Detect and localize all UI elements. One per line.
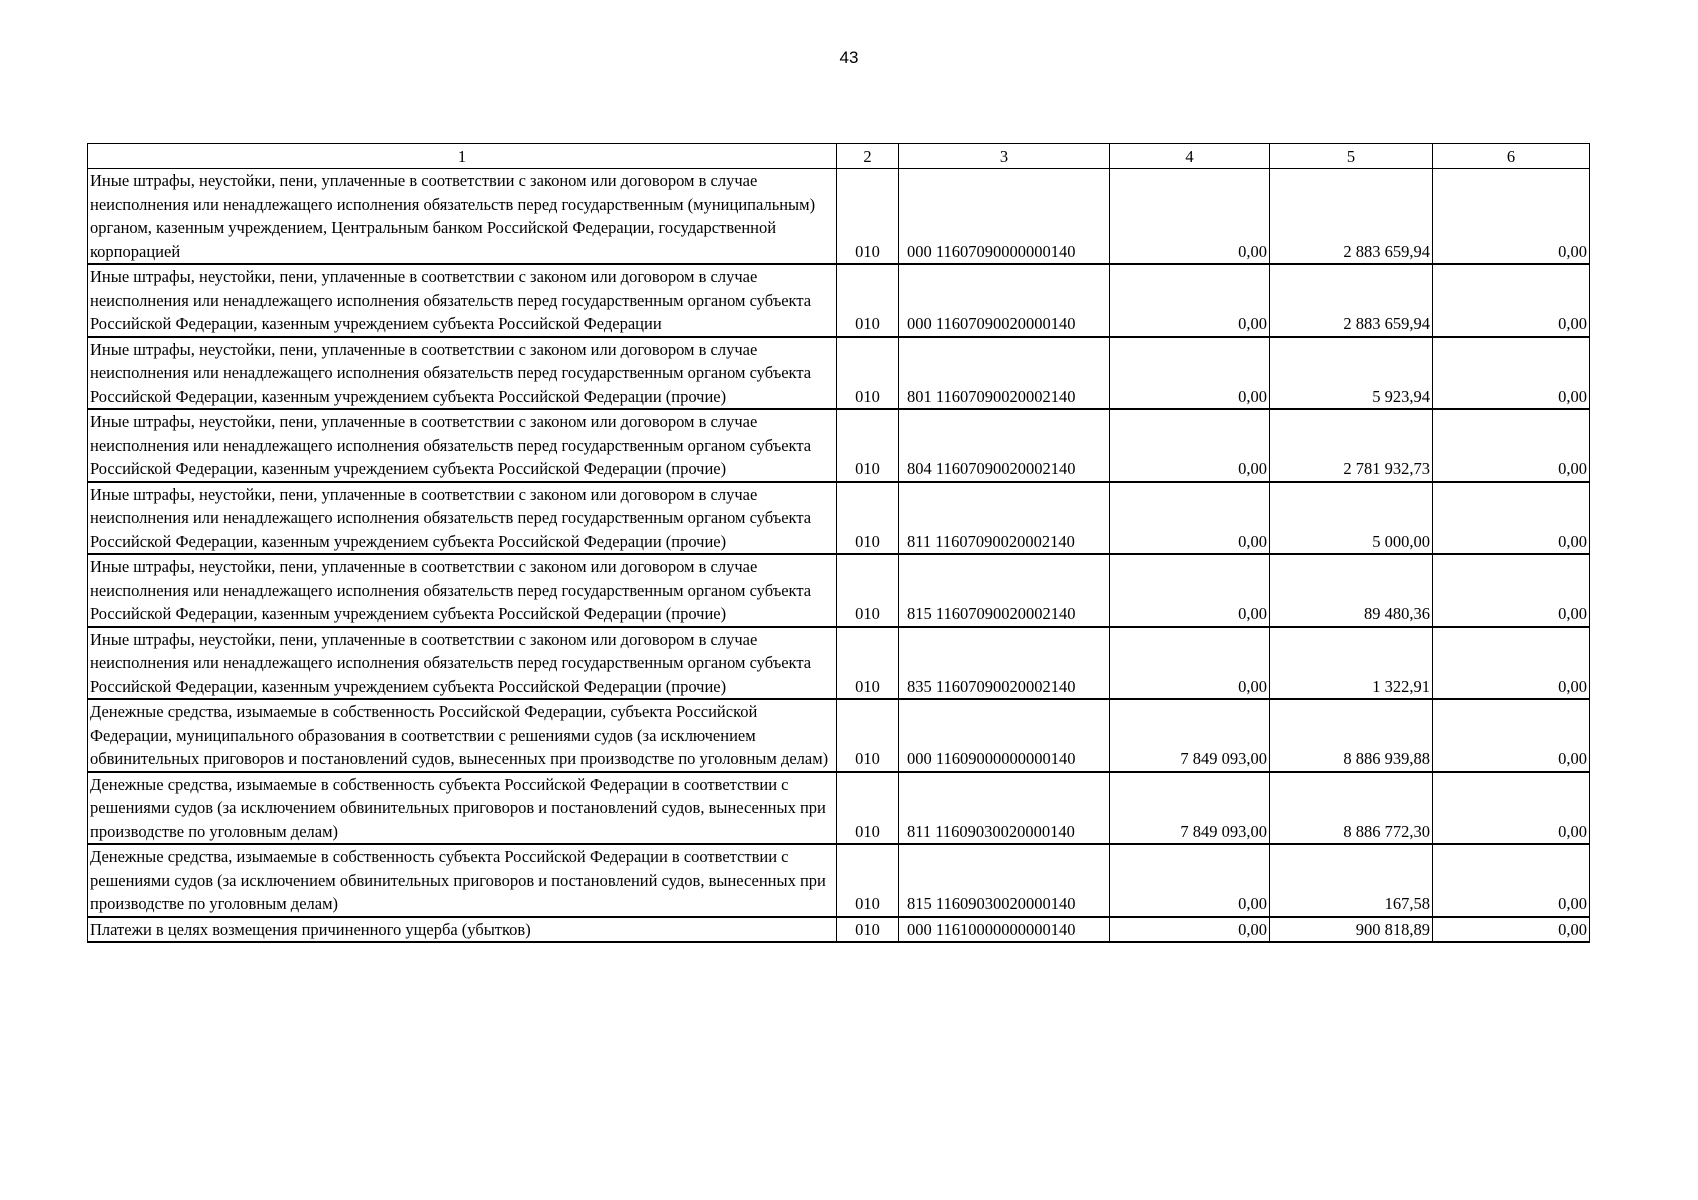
row-value-col6: 0,00 xyxy=(1433,409,1590,482)
row-income-code: 000 11609000000000140 xyxy=(899,699,1110,772)
row-line-code: 010 xyxy=(837,554,899,627)
table-row xyxy=(88,627,1590,700)
row-value-col4: 0,00 xyxy=(1110,337,1270,410)
row-value-col5: 2 883 659,94 xyxy=(1270,169,1433,265)
row-value-col4: 0,00 xyxy=(1110,482,1270,555)
row-line-code: 010 xyxy=(837,627,899,700)
row-value-col5: 5 923,94 xyxy=(1270,337,1433,410)
row-value-col5: 2 781 932,73 xyxy=(1270,409,1433,482)
row-line-code: 010 xyxy=(837,264,899,337)
row-value-col4: 0,00 xyxy=(1110,917,1270,943)
table-row xyxy=(88,699,1590,772)
report-table xyxy=(87,143,1590,943)
row-value-col5: 1 322,91 xyxy=(1270,627,1433,700)
row-income-code: 815 11609030020000140 xyxy=(899,844,1110,917)
row-income-code: 000 11607090000000140 xyxy=(899,169,1110,265)
row-value-col5: 89 480,36 xyxy=(1270,554,1433,627)
row-income-code: 801 11607090020002140 xyxy=(899,337,1110,410)
row-value-col6: 0,00 xyxy=(1433,482,1590,555)
row-line-code: 010 xyxy=(837,337,899,410)
column-number-1: 1 xyxy=(88,144,837,169)
row-value-col5: 900 818,89 xyxy=(1270,917,1433,943)
row-name: Иные штрафы, неустойки, пени, уплаченные в соответствии с законом или договором в случае неисполнения или ненадлежащего исполнения обязательств перед государственным органом субъекта Российской Федерации, казенным учреждением субъекта Российской Федерации (прочие) xyxy=(88,337,837,410)
row-income-code: 811 11607090020002140 xyxy=(899,482,1110,555)
row-value-col4: 7 849 093,00 xyxy=(1110,699,1270,772)
row-value-col4: 0,00 xyxy=(1110,169,1270,265)
row-value-col6: 0,00 xyxy=(1433,772,1590,845)
row-income-code: 000 11610000000000140 xyxy=(899,917,1110,943)
row-value-col6: 0,00 xyxy=(1433,627,1590,700)
row-line-code: 010 xyxy=(837,844,899,917)
row-name: Денежные средства, изымаемые в собственность Российской Федерации, субъекта Российской Федерации, муниципального образования в соответствии с решениями судов (за исключением обвинительных приговоров и постановлений судов, вынесенных при производстве по уголовным делам) xyxy=(88,699,837,772)
row-value-col5: 167,58 xyxy=(1270,844,1433,917)
row-name: Платежи в целях возмещения причиненного ущерба (убытков) xyxy=(88,917,837,943)
row-value-col4: 0,00 xyxy=(1110,264,1270,337)
column-number-2: 2 xyxy=(837,144,899,169)
row-value-col6: 0,00 xyxy=(1433,554,1590,627)
row-value-col4: 0,00 xyxy=(1110,627,1270,700)
table-row xyxy=(88,264,1590,337)
row-income-code: 811 11609030020000140 xyxy=(899,772,1110,845)
row-income-code: 815 11607090020002140 xyxy=(899,554,1110,627)
row-value-col6: 0,00 xyxy=(1433,337,1590,410)
row-line-code: 010 xyxy=(837,917,899,943)
row-name: Денежные средства, изымаемые в собственность субъекта Российской Федерации в соответствии с решениями судов (за исключением обвинительных приговоров и постановлений судов, вынесенных при производстве по уголовным делам) xyxy=(88,772,837,845)
table-row xyxy=(88,844,1590,917)
row-value-col5: 8 886 772,30 xyxy=(1270,772,1433,845)
row-value-col4: 7 849 093,00 xyxy=(1110,772,1270,845)
row-line-code: 010 xyxy=(837,699,899,772)
row-value-col6: 0,00 xyxy=(1433,844,1590,917)
row-value-col4: 0,00 xyxy=(1110,554,1270,627)
row-value-col5: 5 000,00 xyxy=(1270,482,1433,555)
row-name: Денежные средства, изымаемые в собственность субъекта Российской Федерации в соответствии с решениями судов (за исключением обвинительных приговоров и постановлений судов, вынесенных при производстве по уголовным делам) xyxy=(88,844,837,917)
row-name: Иные штрафы, неустойки, пени, уплаченные в соответствии с законом или договором в случае неисполнения или ненадлежащего исполнения обязательств перед государственным органом субъекта Российской Федерации, казенным учреждением субъекта Российской Федерации (прочие) xyxy=(88,627,837,700)
row-name: Иные штрафы, неустойки, пени, уплаченные в соответствии с законом или договором в случае неисполнения или ненадлежащего исполнения обязательств перед государственным органом субъекта Российской Федерации, казенным учреждением субъекта Российской Федерации (прочие) xyxy=(88,409,837,482)
row-value-col6: 0,00 xyxy=(1433,699,1590,772)
table-row xyxy=(88,337,1590,410)
table-row xyxy=(88,554,1590,627)
report-table-body xyxy=(88,144,1590,943)
table-row xyxy=(88,482,1590,555)
page-number: 43 xyxy=(839,48,859,67)
row-line-code: 010 xyxy=(837,169,899,265)
table-row xyxy=(88,409,1590,482)
row-value-col5: 2 883 659,94 xyxy=(1270,264,1433,337)
row-value-col6: 0,00 xyxy=(1433,264,1590,337)
row-name: Иные штрафы, неустойки, пени, уплаченные в соответствии с законом или договором в случае неисполнения или ненадлежащего исполнения обязательств перед государственным органом субъекта Российской Федерации, казенным учреждением субъекта Российской Федерации xyxy=(88,264,837,337)
table-row xyxy=(88,169,1590,265)
row-line-code: 010 xyxy=(837,482,899,555)
row-name: Иные штрафы, неустойки, пени, уплаченные в соответствии с законом или договором в случае неисполнения или ненадлежащего исполнения обязательств перед государственным (муниципальным) органом, казенным учреждением, Центральным банком Российской Федерации, государственной корпорацией xyxy=(88,169,837,265)
row-name: Иные штрафы, неустойки, пени, уплаченные в соответствии с законом или договором в случае неисполнения или ненадлежащего исполнения обязательств перед государственным органом субъекта Российской Федерации, казенным учреждением субъекта Российской Федерации (прочие) xyxy=(88,554,837,627)
row-value-col4: 0,00 xyxy=(1110,409,1270,482)
row-income-code: 835 11607090020002140 xyxy=(899,627,1110,700)
column-number-3: 3 xyxy=(899,144,1110,169)
column-number-4: 4 xyxy=(1110,144,1270,169)
row-value-col5: 8 886 939,88 xyxy=(1270,699,1433,772)
row-income-code: 804 11607090020002140 xyxy=(899,409,1110,482)
row-income-code: 000 11607090020000140 xyxy=(899,264,1110,337)
row-value-col6: 0,00 xyxy=(1433,169,1590,265)
row-line-code: 010 xyxy=(837,772,899,845)
row-line-code: 010 xyxy=(837,409,899,482)
row-name: Иные штрафы, неустойки, пени, уплаченные в соответствии с законом или договором в случае неисполнения или ненадлежащего исполнения обязательств перед государственным органом субъекта Российской Федерации, казенным учреждением субъекта Российской Федерации (прочие) xyxy=(88,482,837,555)
row-value-col4: 0,00 xyxy=(1110,844,1270,917)
table-row xyxy=(88,772,1590,845)
column-number-5: 5 xyxy=(1270,144,1433,169)
column-number-row xyxy=(88,144,1590,169)
table-row xyxy=(88,917,1590,943)
row-value-col6: 0,00 xyxy=(1433,917,1590,943)
column-number-6: 6 xyxy=(1433,144,1590,169)
